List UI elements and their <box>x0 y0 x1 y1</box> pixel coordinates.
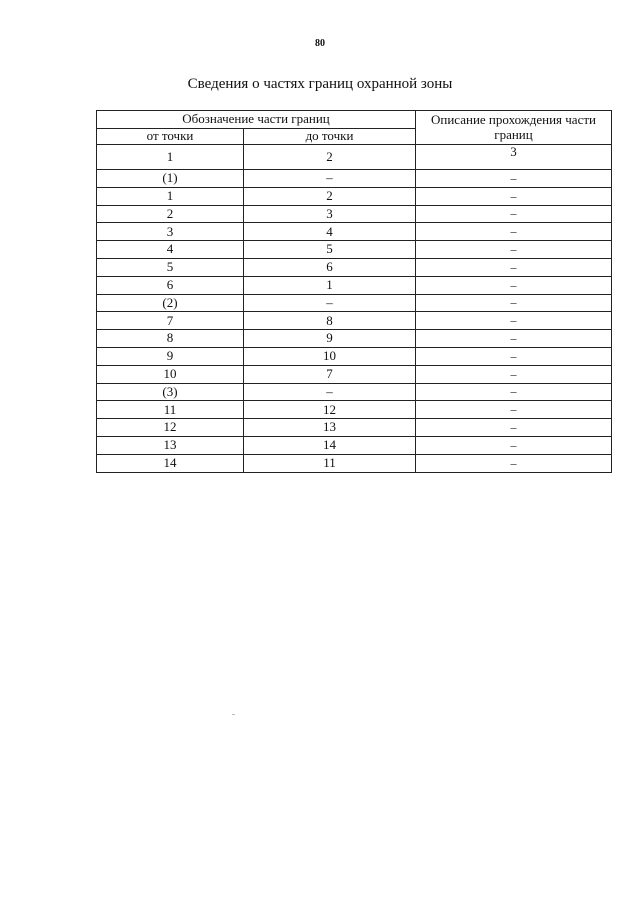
table-row <box>97 223 612 241</box>
table-row <box>97 454 612 472</box>
document-title: Сведения о частях границ охранной зоны <box>187 76 453 92</box>
description-cell: – <box>416 241 612 259</box>
from-point-cell: 2 <box>97 205 244 223</box>
table-row <box>97 258 612 276</box>
table-row <box>97 330 612 348</box>
table-row <box>97 401 612 419</box>
table-row <box>97 276 612 294</box>
to-point-cell: 4 <box>244 223 416 241</box>
description-cell: – <box>416 365 612 383</box>
table-row <box>97 347 612 365</box>
from-point-cell: (3) <box>97 383 244 401</box>
description-cell: – <box>416 276 612 294</box>
table-row <box>97 383 612 401</box>
to-point-cell: 6 <box>244 258 416 276</box>
to-point-cell: – <box>244 294 416 312</box>
description-cell: – <box>416 258 612 276</box>
description-cell: – <box>416 401 612 419</box>
header-from-point: от точки <box>97 129 244 145</box>
from-point-cell: 13 <box>97 436 244 454</box>
to-point-cell: 12 <box>244 401 416 419</box>
header-boundary-designation: Обозначение части границ <box>97 111 416 129</box>
index-cell: 1 <box>97 145 244 170</box>
to-point-cell: 14 <box>244 436 416 454</box>
description-cell: – <box>416 330 612 348</box>
description-cell: – <box>416 312 612 330</box>
from-point-cell: 6 <box>97 276 244 294</box>
description-cell: – <box>416 436 612 454</box>
from-point-cell: 8 <box>97 330 244 348</box>
description-cell: – <box>416 419 612 437</box>
from-point-cell: (1) <box>97 170 244 188</box>
page-number: 80 <box>315 38 325 49</box>
table-row <box>97 312 612 330</box>
table-row <box>97 170 612 188</box>
description-cell: – <box>416 294 612 312</box>
from-point-cell: 14 <box>97 454 244 472</box>
to-point-cell: 11 <box>244 454 416 472</box>
description-cell: – <box>416 205 612 223</box>
from-point-cell: 4 <box>97 241 244 259</box>
to-point-cell: – <box>244 170 416 188</box>
header-to-point: до точки <box>244 129 416 145</box>
table-row <box>97 294 612 312</box>
from-point-cell: 7 <box>97 312 244 330</box>
to-point-cell: 10 <box>244 347 416 365</box>
description-cell: – <box>416 383 612 401</box>
from-point-cell: 10 <box>97 365 244 383</box>
boundary-parts-table <box>96 110 612 473</box>
table-row <box>97 365 612 383</box>
to-point-cell: 13 <box>244 419 416 437</box>
description-cell: – <box>416 170 612 188</box>
table-row <box>97 419 612 437</box>
column-index-row <box>97 145 612 170</box>
to-point-cell: 9 <box>244 330 416 348</box>
to-point-cell: 1 <box>244 276 416 294</box>
to-point-cell: 5 <box>244 241 416 259</box>
scan-artifact <box>232 714 235 715</box>
description-cell: – <box>416 454 612 472</box>
table-row <box>97 205 612 223</box>
from-point-cell: (2) <box>97 294 244 312</box>
from-point-cell: 9 <box>97 347 244 365</box>
table-row <box>97 436 612 454</box>
table-row <box>97 187 612 205</box>
to-point-cell: 7 <box>244 365 416 383</box>
index-cell: 2 <box>244 145 416 170</box>
index-cell: 3 <box>416 145 612 170</box>
header-description: Описание прохождения части границ <box>416 111 612 145</box>
from-point-cell: 3 <box>97 223 244 241</box>
to-point-cell: 8 <box>244 312 416 330</box>
from-point-cell: 12 <box>97 419 244 437</box>
from-point-cell: 11 <box>97 401 244 419</box>
description-cell: – <box>416 223 612 241</box>
to-point-cell: 2 <box>244 187 416 205</box>
description-cell: – <box>416 347 612 365</box>
to-point-cell: – <box>244 383 416 401</box>
from-point-cell: 1 <box>97 187 244 205</box>
description-cell: – <box>416 187 612 205</box>
from-point-cell: 5 <box>97 258 244 276</box>
to-point-cell: 3 <box>244 205 416 223</box>
table-row <box>97 241 612 259</box>
